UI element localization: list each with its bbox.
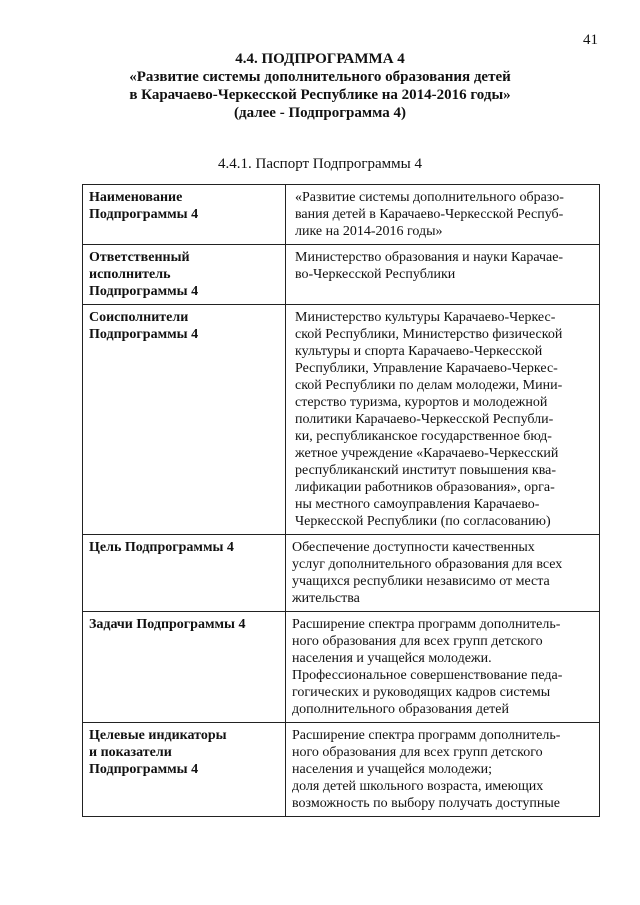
row-label-line: и показатели xyxy=(89,745,172,760)
row-value-line: ного образования для всех групп детского xyxy=(292,634,543,649)
row-value-cell xyxy=(286,245,600,305)
row-value-line: «Развитие системы дополнительного образо- xyxy=(295,190,564,205)
row-label-line: Соисполнители xyxy=(89,310,189,325)
row-label-line: Ответственный xyxy=(89,250,190,265)
row-value-line: Министерство культуры Карачаево-Черкес- xyxy=(295,310,556,325)
row-value-line: Расширение спектра программ дополнитель- xyxy=(292,617,561,632)
row-value-line: вания детей в Карачаево-Черкесской Респуб- xyxy=(295,207,564,222)
row-value-line: республиканский институт повышения ква- xyxy=(295,463,557,478)
table-row xyxy=(83,723,600,817)
row-value-line: Обеспечение доступности качественных xyxy=(292,540,535,555)
row-label-line: Цель Подпрограммы 4 xyxy=(89,540,234,555)
row-value-cell xyxy=(286,723,600,817)
row-value-line: учащихся республики независимо от места xyxy=(292,574,550,589)
row-value-line: культуры и спорта Карачаево-Черкесской xyxy=(295,344,543,359)
row-value-line: гогических и руководящих кадров системы xyxy=(292,685,551,700)
row-label-cell xyxy=(83,185,286,245)
row-label-cell xyxy=(83,305,286,535)
row-value-line: лификации работников образования», орга- xyxy=(295,480,555,495)
row-value-line: жительства xyxy=(292,591,360,606)
row-value-line: услуг дополнительного образования для всех xyxy=(292,557,563,572)
row-value-line: населения и учащейся молодежи. xyxy=(292,651,492,666)
table-row xyxy=(83,535,600,612)
heading-line: 4.4. ПОДПРОГРАММА 4 xyxy=(235,51,405,67)
heading-line: в Карачаево-Черкесской Республике на 2014-2016 годы» xyxy=(129,87,511,103)
table-row xyxy=(83,612,600,723)
row-value-line: населения и учащейся молодежи; xyxy=(292,762,492,777)
row-label-cell xyxy=(83,245,286,305)
table-row xyxy=(83,305,600,535)
heading-line: «Развитие системы дополнительного образования детей xyxy=(129,69,511,85)
section-heading xyxy=(0,50,640,122)
row-label-line: Подпрограммы 4 xyxy=(89,327,199,342)
row-label-line: Задачи Подпрограммы 4 xyxy=(89,617,246,632)
row-value-line: возможность по выбору получать доступные xyxy=(292,796,560,811)
row-value-line: дополнительного образования детей xyxy=(292,702,509,717)
row-label-line: Целевые индикаторы xyxy=(89,728,227,743)
row-label-cell xyxy=(83,723,286,817)
row-value-cell xyxy=(286,305,600,535)
row-value-cell xyxy=(286,612,600,723)
row-value-line: во-Черкесской Республики xyxy=(295,267,456,282)
row-value-line: лике на 2014-2016 годы» xyxy=(295,224,443,239)
row-value-line: ской Республики, Министерство физической xyxy=(295,327,563,342)
row-label-cell xyxy=(83,612,286,723)
heading-line: (далее - Подпрограмма 4) xyxy=(234,105,406,121)
row-label-line: Подпрограммы 4 xyxy=(89,762,199,777)
passport-table xyxy=(82,184,600,817)
row-label-cell xyxy=(83,535,286,612)
row-label-line: исполнитель xyxy=(89,267,171,282)
row-value-cell xyxy=(286,185,600,245)
row-value-line: Профессиональное совершенствование педа- xyxy=(292,668,563,683)
row-label-line: Наименование xyxy=(89,190,183,205)
row-value-cell xyxy=(286,535,600,612)
row-value-line: ного образования для всех групп детского xyxy=(292,745,543,760)
row-value-line: Черкесской Республики (по согласованию) xyxy=(295,514,551,529)
table-row xyxy=(83,185,600,245)
table-row xyxy=(83,245,600,305)
row-value-line: стерство туризма, курортов и молодежной xyxy=(295,395,548,410)
passport-subtitle: 4.4.1. Паспорт Подпрограммы 4 xyxy=(218,156,422,172)
page-number: 41 xyxy=(583,32,598,48)
row-value-line: ской Республики по делам молодежи, Мини- xyxy=(295,378,563,393)
row-value-line: жетное учреждение «Карачаево-Черкесский xyxy=(295,446,559,461)
row-value-line: Расширение спектра программ дополнитель- xyxy=(292,728,561,743)
row-value-line: Министерство образования и науки Карачае- xyxy=(295,250,564,265)
row-value-line: политики Карачаево-Черкесской Республи- xyxy=(295,412,554,427)
row-value-line: Республики, Управление Карачаево-Черкес- xyxy=(295,361,558,376)
row-value-line: доля детей школьного возраста, имеющих xyxy=(292,779,544,794)
row-label-line: Подпрограммы 4 xyxy=(89,284,199,299)
row-value-line: ны местного самоуправления Карачаево- xyxy=(295,497,540,512)
row-label-line: Подпрограммы 4 xyxy=(89,207,199,222)
row-value-line: ки, республиканское государственное бюд- xyxy=(295,429,552,444)
